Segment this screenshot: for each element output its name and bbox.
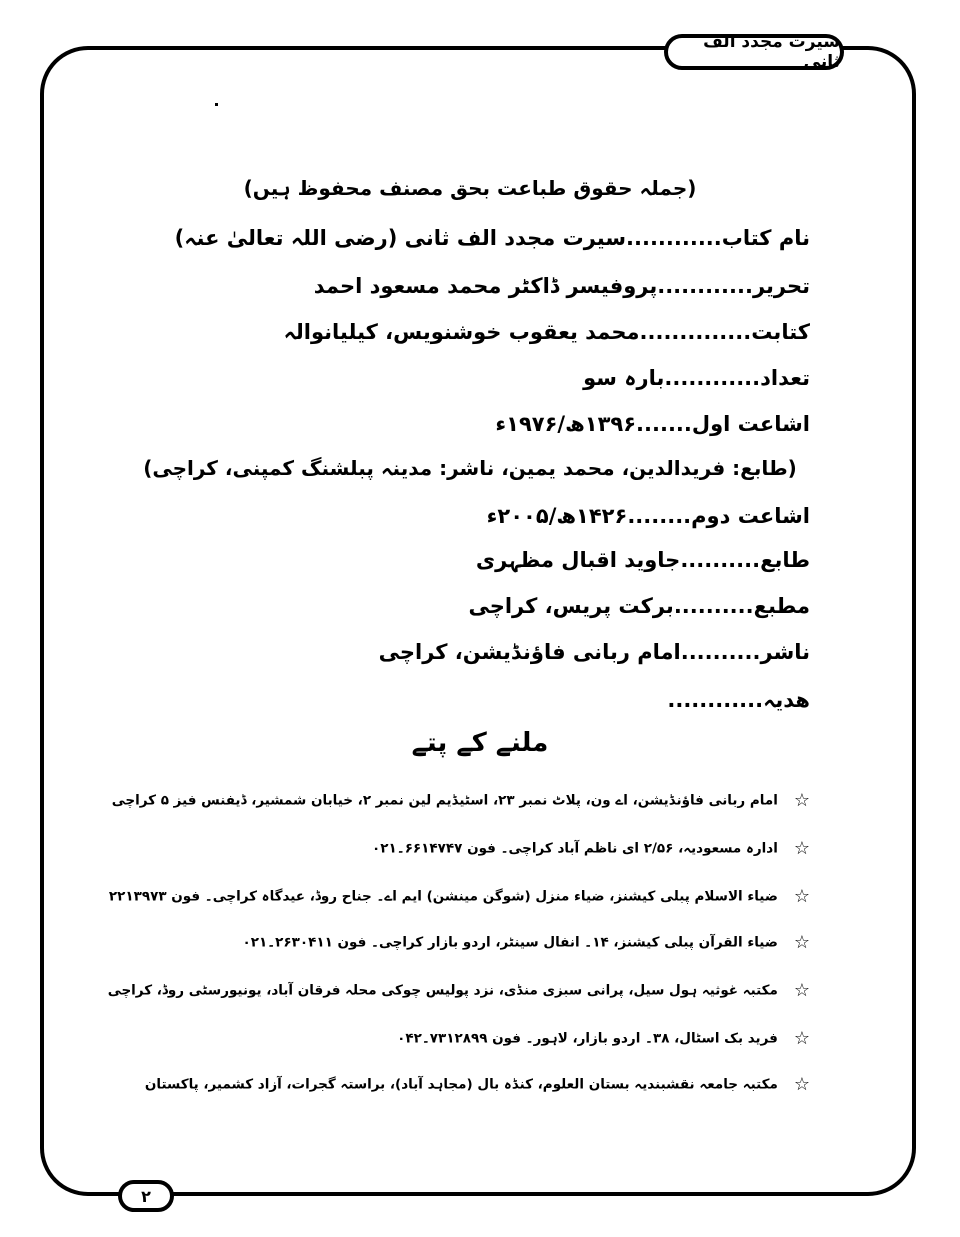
detail-dots: ........ xyxy=(627,504,692,528)
page-border-frame xyxy=(40,46,916,1196)
address-item xyxy=(170,1028,810,1049)
detail-label: تحریر xyxy=(752,274,810,298)
scan-speck xyxy=(215,103,218,106)
detail-label: ھدیہ xyxy=(763,688,810,712)
detail-row-printer xyxy=(210,548,810,572)
detail-value: سیرت مجدد الف ثانی (رضی اللہ تعالیٰ عنہ) xyxy=(174,226,627,250)
first-edition-printer-note: (طابع: فریدالدین، محمد یمین، ناشر: مدینہ پبلشنگ کمپنی، کراچی) xyxy=(143,456,797,480)
detail-label: نام کتاب xyxy=(721,226,810,250)
detail-value: ۱۳۹۶ھ/۱۹۷۶ء xyxy=(495,412,637,436)
detail-label: اشاعت دوم xyxy=(691,504,810,528)
detail-row-author xyxy=(210,274,810,298)
detail-label: کتابت xyxy=(751,320,810,344)
detail-row-first-edition xyxy=(210,412,810,436)
detail-label: اشاعت اول xyxy=(691,412,810,436)
detail-dots: .......... xyxy=(673,594,754,618)
detail-row-publisher xyxy=(210,640,810,664)
address-item xyxy=(144,1074,810,1095)
copyright-notice: (جملہ حقوق طباعت بحق مصنف محفوظ ہیں) xyxy=(243,176,697,200)
star-icon: ☆ xyxy=(793,1028,810,1049)
detail-dots: .......... xyxy=(680,640,761,664)
running-header: سیرت مجدد الف ثانی xyxy=(664,34,844,70)
star-icon: ☆ xyxy=(793,980,810,1001)
detail-row-book-name xyxy=(174,226,810,250)
address-text: مکتبہ غوثیہ ہول سیل، پرانی سبزی منڈی، نزد پولیس چوکی محلہ فرقان آباد، یونیورسٹی روڈ، کراچی xyxy=(107,982,778,999)
detail-dots: ............ xyxy=(657,274,753,298)
detail-dots: .......... xyxy=(680,548,761,572)
detail-dots: ....... xyxy=(636,412,692,436)
detail-label: ناشر xyxy=(760,640,810,664)
star-icon: ☆ xyxy=(793,1074,810,1095)
detail-row-second-edition xyxy=(210,504,810,528)
page-number: ۲ xyxy=(118,1180,174,1212)
detail-label: مطبع xyxy=(753,594,810,618)
detail-row-quantity xyxy=(210,366,810,390)
detail-label: طابع xyxy=(760,548,810,572)
address-item xyxy=(170,838,810,859)
address-text: ادارہ مسعودیہ، ۲/۵۶ ای ناظم آباد کراچی۔ فون ۶۶۱۴۷۴۷۔۰۲۱ xyxy=(372,840,778,857)
address-text: فرید بک اسٹال، ۳۸۔ اردو بازار، لاہور۔ فون ۷۳۱۲۸۹۹۔۰۴۲ xyxy=(397,1030,778,1047)
detail-value: جاوید اقبال مظہری xyxy=(475,548,681,572)
address-item xyxy=(108,886,810,907)
address-text: امام ربانی فاؤنڈیشن، اے ون، پلاٹ نمبر ۲۳، اسٹیڈیم لین نمبر ۲، خیابان شمشیر، ڈیفنس فیز ۵ کراچی xyxy=(111,792,778,809)
detail-dots: ............ xyxy=(626,226,722,250)
detail-row-calligraphy xyxy=(210,320,810,344)
detail-value: برکت پریس، کراچی xyxy=(468,594,674,618)
detail-dots: ............ xyxy=(667,688,764,712)
detail-label: تعداد xyxy=(760,366,810,390)
detail-value: پروفیسر ڈاکٹر محمد مسعود احمد xyxy=(313,274,658,298)
detail-value: بارہ سو xyxy=(583,366,665,390)
star-icon: ☆ xyxy=(793,790,810,811)
star-icon: ☆ xyxy=(793,932,810,953)
address-item xyxy=(170,932,810,953)
star-icon: ☆ xyxy=(793,838,810,859)
star-icon: ☆ xyxy=(793,886,810,907)
detail-value: محمد یعقوب خوشنویس، کیلیانوالہ xyxy=(283,320,640,344)
address-text: ضیاء الاسلام پبلی کیشنز، ضیاء منزل (شوگن مینشن) ایم اے۔ جناح روڈ، عیدگاہ کراچی۔ فون ۲۲۱۳۹۷۳ xyxy=(108,888,778,905)
detail-dots: ............ xyxy=(664,366,761,390)
address-text: مکتبہ جامعہ نقشبندیہ بستان العلوم، کنڈہ بال (مجاہد آباد)، براستہ گجرات، آزاد کشمیر، پاکستان xyxy=(144,1076,778,1093)
addresses-heading: ملنے کے پتے xyxy=(411,728,549,758)
address-item xyxy=(107,980,810,1001)
detail-value: ۱۴۲۶ھ/۲۰۰۵ء xyxy=(486,504,628,528)
address-text: ضیاء القرآن پبلی کیشنز، ۱۴۔ انفال سینٹر، اردو بازار کراچی۔ فون ۲۶۳۰۴۱۱۔۰۲۱ xyxy=(242,934,778,951)
detail-row-press xyxy=(210,594,810,618)
address-item xyxy=(111,790,810,811)
detail-row-price xyxy=(210,688,810,712)
detail-dots: .............. xyxy=(639,320,752,344)
detail-value: امام ربانی فاؤنڈیشن، کراچی xyxy=(378,640,681,664)
